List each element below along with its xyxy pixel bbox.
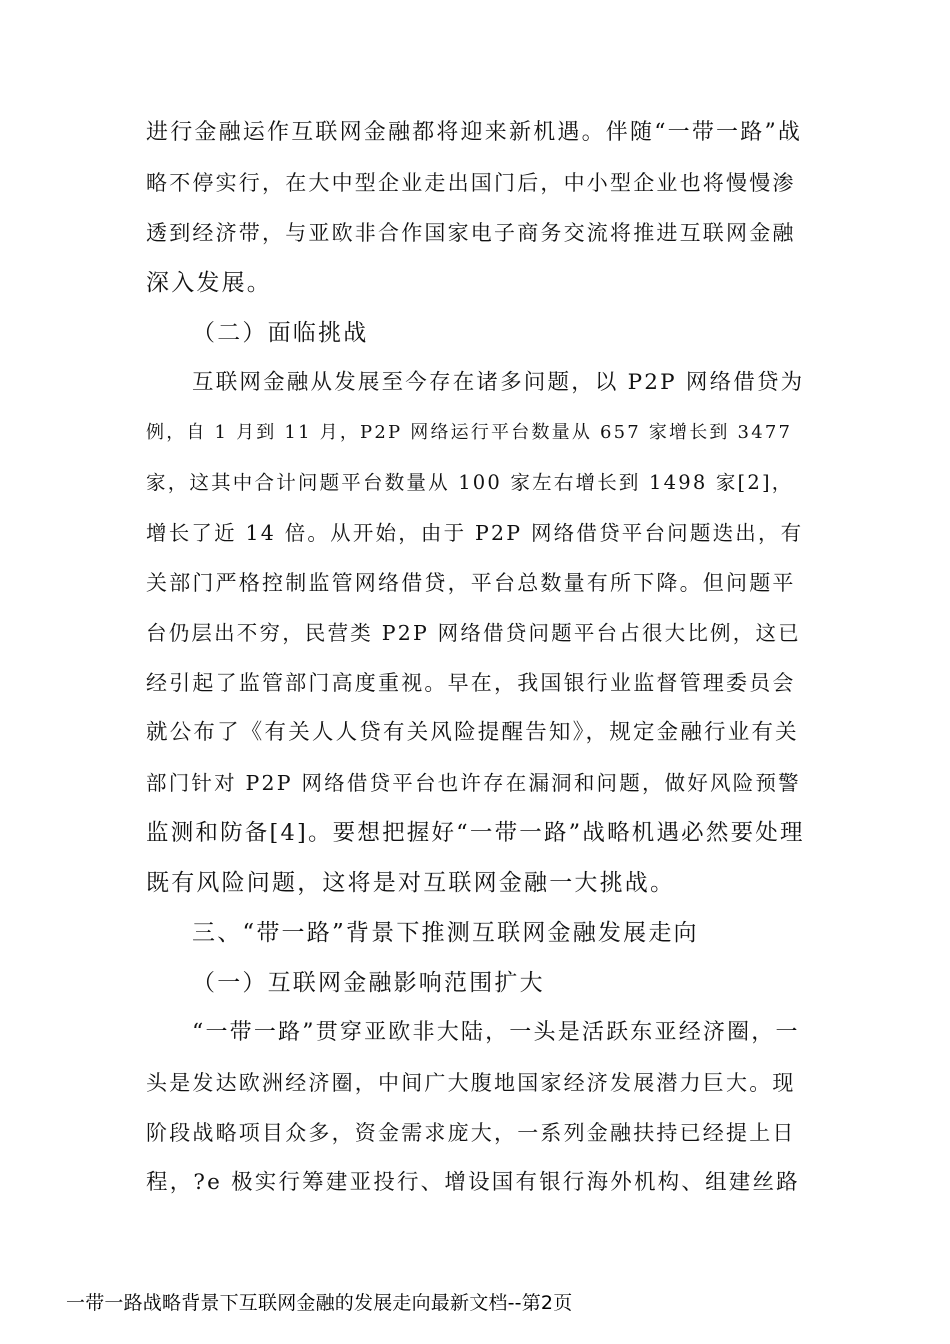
text-line: 程，?e 极实行筹建亚投行、增设国有银行海外机构、组建丝路 — [146, 1170, 800, 1195]
text-line: 台仍层出不穷，民营类 P2P 网络借贷问题平台占很大比例，这已 — [146, 621, 801, 645]
text-line: 阶段战略项目众多，资金需求庞大，一系列金融扶持已经提上日 — [146, 1121, 796, 1145]
section-heading: 三、“带一路”背景下推测互联网金融发展走向 — [192, 920, 699, 946]
body-text — [146, 108, 806, 1208]
text-line: 家，这其中合计问题平台数量从 100 家左右增长到 1498 家[2]， — [146, 471, 794, 494]
text-line: 监测和防备[4]。要想把握好“一带一路”战略机遇必然要处理 — [146, 820, 805, 846]
text-line: 经引起了监管部门高度重视。早在，我国银行业监督管理委员会 — [146, 671, 796, 695]
text-line: 略不停实行，在大中型企业走出国门后，中小型企业也将慢慢渗 — [146, 171, 796, 195]
text-line: 透到经济带，与亚欧非合作国家电子商务交流将推进互联网金融 — [146, 221, 796, 245]
text-line: 既有风险问题，这将是对互联网金融一大挑战。 — [146, 870, 676, 896]
text-line: 进行金融运作互联网金融都将迎来新机遇。伴随“一带一路”战 — [146, 120, 803, 145]
text-line: 例，自 1 月到 11 月，P2P 网络运行平台数量从 657 家增长到 3477 — [146, 422, 793, 443]
text-line: 部门针对 P2P 网络借贷平台也许存在漏洞和问题，做好风险预警 — [146, 771, 801, 795]
section-heading: （一）互联网金融影响范围扩大 — [192, 970, 545, 996]
text-line: 头是发达欧洲经济圈，中间广大腹地国家经济发展潜力巨大。现 — [146, 1071, 796, 1095]
text-line: 深入发展。 — [146, 270, 272, 296]
text-line: “一带一路”贯穿亚欧非大陆，一头是活跃东亚经济圈，一 — [192, 1020, 800, 1045]
page-footer: 一带一路战略背景下互联网金融的发展走向最新文档--第2页 — [66, 1292, 573, 1314]
section-heading: （二）面临挑战 — [192, 320, 369, 346]
text-line: 关部门严格控制监管网络借贷，平台总数量有所下降。但问题平 — [146, 571, 796, 595]
text-line: 互联网金融从发展至今存在诸多问题，以 P2P 网络借贷为 — [192, 370, 805, 395]
text-line: 增长了近 14 倍。从开始，由于 P2P 网络借贷平台问题迭出，有 — [146, 521, 804, 545]
text-line: 就公布了《有关人人贷有关风险提醒告知》，规定金融行业有关 — [146, 720, 799, 745]
